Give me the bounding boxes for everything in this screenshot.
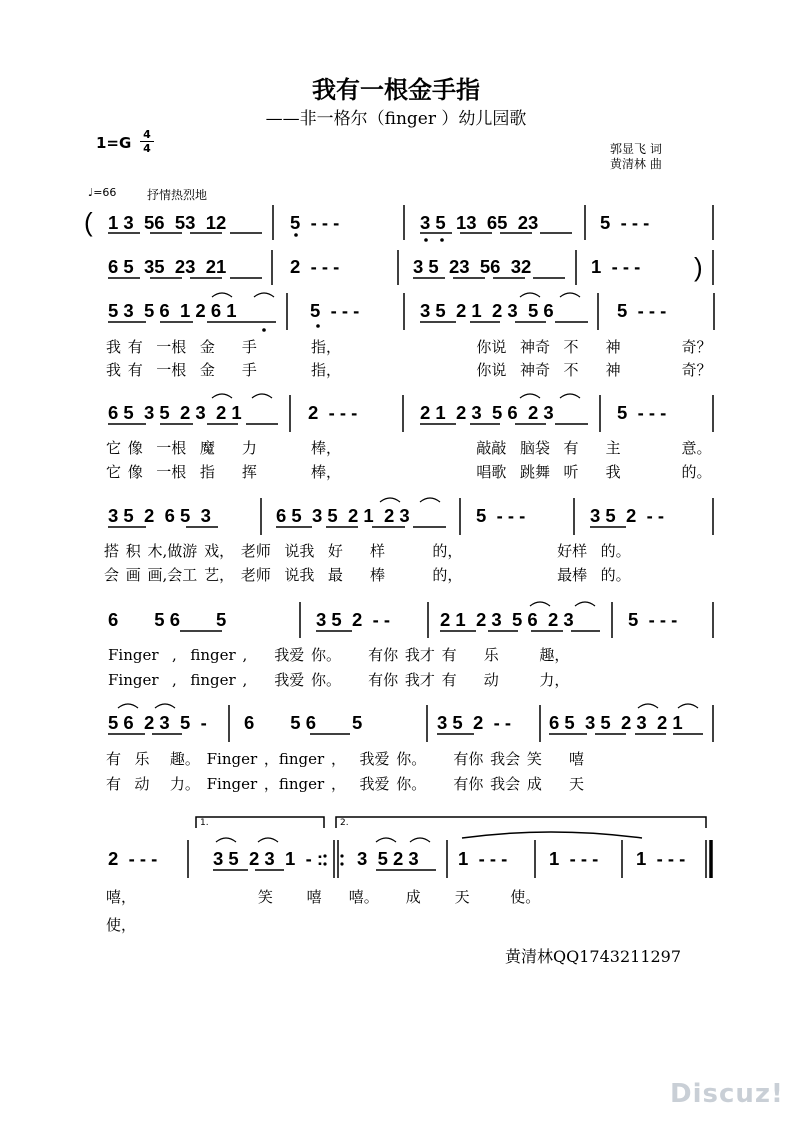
time-signature-bottom: 4 xyxy=(143,142,151,155)
lyric-line: 有 乐 趣。 Finger ，finger ， 我爱 你。 有你 我会 笑 嘻 xyxy=(106,750,584,768)
measure-34: 1 - - - xyxy=(636,848,686,869)
measure-18: 6 5 3 5 2 1 2 3 xyxy=(276,505,410,526)
measure-26: 6 5 6 5 xyxy=(244,712,363,733)
arranger-signature: 黄清林QQ1743211297 xyxy=(505,947,682,966)
measure-11: 3 5 2 1 2 3 5 6 xyxy=(420,300,554,321)
measure-14: 2 - - - xyxy=(308,402,358,423)
measure-10: 5 - - - xyxy=(310,300,360,321)
measure-17: 3 5 2 6 5 3 xyxy=(108,505,211,526)
measure-25: 5 6 2 3 5 - xyxy=(108,712,207,733)
volta-1-label: 1. xyxy=(200,818,209,828)
measure-21: 6 5 6 5 xyxy=(108,609,227,630)
measure-16: 5 - - - xyxy=(617,402,667,423)
measure-1: 1 3 56 53 12 xyxy=(108,212,227,233)
lyric-line: 有 动 力。 Finger ，finger ， 我爱 你。 有你 我会 成 天 xyxy=(106,775,584,793)
measure-30: 3 5 2 3 1 - : xyxy=(213,848,324,869)
measure-8: 1 - - - xyxy=(591,256,641,277)
measure-27: 3 5 2 - - xyxy=(437,712,512,733)
measure-22: 3 5 2 - - xyxy=(316,609,391,630)
lyric-line: 使， xyxy=(106,916,137,934)
measure-20: 3 5 2 - - xyxy=(590,505,665,526)
lyric-line: 搭 积 木,做游 戏， 老师 说我 好 样 的， 好样 的。 xyxy=(104,542,631,560)
measure-12: 5 - - - xyxy=(617,300,667,321)
key-signature: 1=G xyxy=(96,134,132,152)
measure-6: 2 - - - xyxy=(290,256,340,277)
expression-mark: 抒情热烈地 xyxy=(147,188,208,202)
lyricist-credit: 郭显飞 词 xyxy=(610,142,662,156)
measure-33: 1 - - - xyxy=(549,848,599,869)
volta-2-label: 2. xyxy=(340,818,349,828)
lyric-line: 会 画 画,会工 艺， 老师 说我 最 棒 的， 最棒 的。 xyxy=(104,566,631,584)
measure-15: 2 1 2 3 5 6 2 3 xyxy=(420,402,554,423)
lyric-line: 嘻， 笑 嘻 嘻。 成 天 使。 xyxy=(106,888,541,906)
measure-32: 1 - - - xyxy=(458,848,508,869)
lyric-line: 它 像 一根 指 挥 棒， 唱歌 跳舞 听 我 的。 xyxy=(106,463,712,481)
composer-credit: 黄清林 曲 xyxy=(610,157,662,171)
close-repeat-paren: ) xyxy=(694,252,703,282)
measure-3: 3 5 13 65 23 xyxy=(420,212,539,233)
measure-13: 6 5 3 5 2 3 2 1 xyxy=(108,402,242,423)
lyric-line: 我 有 一根 金 手 指， 你说 神奇 不 神 奇？ xyxy=(106,361,712,379)
lyric-line: Finger , finger , 我爱 你。 有你 我才 有 动 力， xyxy=(108,671,570,689)
measure-23: 2 1 2 3 5 6 2 3 xyxy=(440,609,574,630)
measure-2: 5 - - - xyxy=(290,212,340,233)
measure-9: 5 3 5 6 1 2 6 1 xyxy=(108,300,237,321)
measure-31: 3 5 2 3 xyxy=(357,848,419,869)
open-repeat-paren: ( xyxy=(84,207,93,237)
lyric-line: Finger , finger , 我爱 你。 有你 我才 有 乐 趣， xyxy=(108,646,570,664)
measure-19: 5 - - - xyxy=(476,505,526,526)
measure-28: 6 5 3 5 2 3 2 1 xyxy=(549,712,683,733)
lyric-line: 它 像 一根 魔 力 棒， 敲敲 脑袋 有 主 意。 xyxy=(106,439,712,457)
lyric-line: 我 有 一根 金 手 指， 你说 神奇 不 神 奇？ xyxy=(106,338,712,356)
measure-4: 5 - - - xyxy=(600,212,650,233)
measure-29: 2 - - - xyxy=(108,848,158,869)
measure-7: 3 5 23 56 32 xyxy=(413,256,532,277)
tempo-mark: ♩=66 xyxy=(88,186,117,199)
discuz-watermark: Discuz! xyxy=(670,1079,784,1109)
time-signature-top: 4 xyxy=(143,128,151,141)
song-title: 我有一根金手指 xyxy=(312,75,480,104)
measure-5: 6 5 35 23 21 xyxy=(108,256,227,277)
song-subtitle: ——非一格尔（finger ）幼儿园歌 xyxy=(265,109,527,129)
measure-24: 5 - - - xyxy=(628,609,678,630)
